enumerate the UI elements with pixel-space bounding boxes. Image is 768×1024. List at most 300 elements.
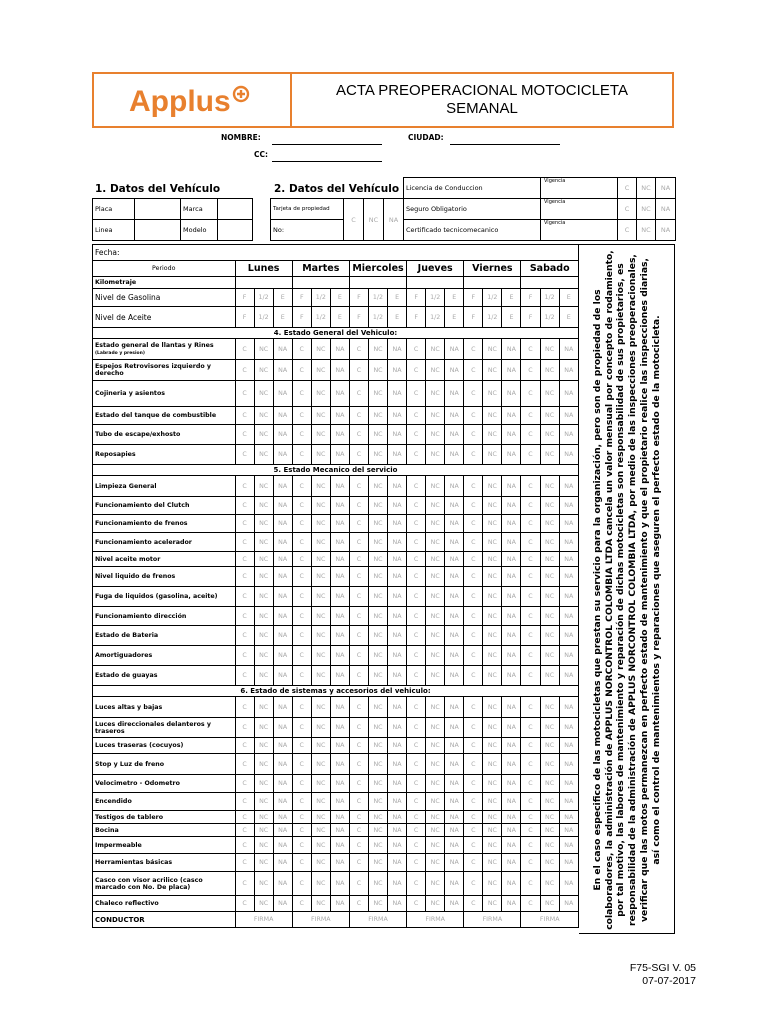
cnna-cell[interactable]: NC [426,381,445,407]
cnna-cell[interactable]: NA [388,607,407,626]
cnna-cell[interactable]: C [235,811,254,824]
cnna-cell[interactable]: NC [483,854,502,872]
cnna-cell[interactable]: NC [311,793,330,811]
cnna-cell[interactable]: C [349,793,368,811]
cnna-cell[interactable]: NA [388,646,407,666]
cnna-cell[interactable]: C [235,533,254,552]
cnna-cell[interactable]: NC [368,666,387,686]
tarjeta-nc[interactable]: NC [364,199,384,241]
cnna-cell[interactable]: NC [368,718,387,738]
cc-field[interactable] [272,161,382,162]
cnna-cell[interactable]: NC [426,407,445,425]
cnna-cell[interactable]: NC [254,666,273,686]
fna-cell[interactable]: F [292,307,311,328]
cnna-cell[interactable]: NA [502,738,521,754]
cnna-cell[interactable]: NA [559,476,578,497]
cnna-cell[interactable]: C [407,793,426,811]
cnna-cell[interactable]: NC [483,339,502,360]
cnna-cell[interactable]: NA [559,697,578,718]
fna-cell[interactable]: 1/2 [540,289,559,307]
modelo-value[interactable] [218,220,253,241]
cnna-cell[interactable]: NC [254,476,273,497]
cnna-cell[interactable]: NC [483,896,502,912]
cnna-cell[interactable]: NA [502,718,521,738]
cnna-cell[interactable]: C [521,626,540,646]
cnna-cell[interactable]: NA [445,607,464,626]
cnna-cell[interactable]: C [292,754,311,775]
cnna-cell[interactable]: C [235,738,254,754]
fna-cell[interactable]: E [559,307,578,328]
cnna-cell[interactable]: NA [330,754,349,775]
cnna-cell[interactable]: NA [445,533,464,552]
cnna-cell[interactable]: NA [445,824,464,837]
cnna-cell[interactable]: NA [502,646,521,666]
cnna-cell[interactable]: NC [426,445,445,465]
cnna-cell[interactable]: NA [445,425,464,445]
cnna-cell[interactable]: NC [254,697,273,718]
cnna-cell[interactable]: NC [483,775,502,793]
cnna-cell[interactable]: NC [311,854,330,872]
cnna-cell[interactable]: C [407,381,426,407]
cnna-cell[interactable]: NC [311,775,330,793]
cnna-cell[interactable]: C [407,872,426,896]
cnna-cell[interactable]: NA [273,793,292,811]
cnna-cell[interactable]: C [464,533,483,552]
cnna-cell[interactable]: C [521,738,540,754]
cnna-cell[interactable]: C [464,824,483,837]
cnna-cell[interactable]: NA [330,497,349,515]
cnna-cell[interactable]: NC [483,872,502,896]
cnna-cell[interactable]: NA [445,896,464,912]
firma-field[interactable]: FIRMA [521,912,579,928]
cnna-cell[interactable]: C [407,754,426,775]
cnna-cell[interactable]: C [292,587,311,607]
cnna-cell[interactable]: NA [559,811,578,824]
cnna-cell[interactable]: NC [483,425,502,445]
cnna-cell[interactable]: C [235,626,254,646]
cnna-cell[interactable]: NC [483,793,502,811]
cnna-cell[interactable]: NA [445,837,464,854]
cnna-cell[interactable]: NA [388,552,407,567]
cnna-cell[interactable]: NC [426,718,445,738]
cnna-cell[interactable]: NA [559,552,578,567]
cnna-cell[interactable]: NC [540,697,559,718]
cnna-cell[interactable]: C [521,666,540,686]
cnna-cell[interactable]: NA [445,381,464,407]
fna-cell[interactable]: F [292,289,311,307]
cnna-cell[interactable]: NC [426,872,445,896]
cnna-cell[interactable]: NC [254,587,273,607]
cnna-cell[interactable]: C [349,824,368,837]
cnna-cell[interactable]: NA [502,339,521,360]
cnna-cell[interactable]: NA [445,754,464,775]
cnna-cell[interactable]: NA [445,666,464,686]
cnna-cell[interactable]: NC [426,697,445,718]
cnna-cell[interactable]: NC [254,445,273,465]
cnna-cell[interactable]: NA [502,607,521,626]
cnna-cell[interactable]: NA [502,837,521,854]
cnna-cell[interactable]: NC [311,837,330,854]
cnna-cell[interactable]: C [464,445,483,465]
cnna-cell[interactable]: C [464,754,483,775]
cnna-cell[interactable]: NA [559,515,578,533]
cnna-cell[interactable]: NA [388,837,407,854]
cnna-cell[interactable]: C [349,552,368,567]
cnna-cell[interactable]: NC [426,666,445,686]
cnna-cell[interactable]: NC [311,872,330,896]
cnna-cell[interactable]: NA [330,407,349,425]
cnna-cell[interactable]: C [235,607,254,626]
cnna-cell[interactable]: NC [426,607,445,626]
cnna-cell[interactable]: NC [311,824,330,837]
cnna-cell[interactable]: NA [273,854,292,872]
cnna-cell[interactable]: NA [273,407,292,425]
cnna-cell[interactable]: NC [540,754,559,775]
cnna-cell[interactable]: C [521,896,540,912]
cnna-cell[interactable]: C [292,445,311,465]
cnna-cell[interactable]: C [464,697,483,718]
cnna-cell[interactable]: NA [273,896,292,912]
cnna-cell[interactable]: C [235,407,254,425]
cnna-cell[interactable]: NC [368,872,387,896]
cnna-cell[interactable]: C [292,824,311,837]
cnna-cell[interactable]: NA [445,854,464,872]
cnna-cell[interactable]: NC [540,515,559,533]
cnna-cell[interactable]: NA [559,381,578,407]
cnna-cell[interactable]: NA [445,587,464,607]
cnna-cell[interactable]: NA [388,339,407,360]
cnna-cell[interactable]: NA [559,445,578,465]
cnna-cell[interactable]: C [521,497,540,515]
cnna-cell[interactable]: NC [540,607,559,626]
cnna-cell[interactable]: C [349,811,368,824]
cnna-cell[interactable]: NC [483,811,502,824]
cnna-cell[interactable]: C [349,718,368,738]
cnna-cell[interactable]: C [349,476,368,497]
cnna-cell[interactable]: NA [559,775,578,793]
cnna-cell[interactable]: NC [368,626,387,646]
cnna-cell[interactable]: NA [330,552,349,567]
cnna-cell[interactable]: NA [273,445,292,465]
cnna-cell[interactable]: C [407,646,426,666]
cnna-cell[interactable]: C [407,567,426,587]
cnna-cell[interactable]: NC [254,872,273,896]
cnna-cell[interactable]: NC [483,607,502,626]
cnna-cell[interactable]: NA [559,587,578,607]
cnna-cell[interactable]: C [407,824,426,837]
cnna-cell[interactable]: NA [330,445,349,465]
cnna-cell[interactable]: NC [254,533,273,552]
cnna-cell[interactable]: C [349,445,368,465]
cnna-cell[interactable]: NC [254,552,273,567]
cnna-cell[interactable]: NA [330,360,349,381]
doc-c-check[interactable]: C [618,199,637,220]
cnna-cell[interactable]: NC [311,738,330,754]
cnna-cell[interactable]: C [521,381,540,407]
cnna-cell[interactable]: NC [540,854,559,872]
cnna-cell[interactable]: NC [426,754,445,775]
cnna-cell[interactable]: NA [330,339,349,360]
cnna-cell[interactable]: NA [388,407,407,425]
cnna-cell[interactable]: NC [311,607,330,626]
cnna-cell[interactable]: C [235,754,254,775]
cnna-cell[interactable]: NA [273,497,292,515]
cnna-cell[interactable]: NC [254,360,273,381]
cnna-cell[interactable]: NA [502,407,521,425]
cnna-cell[interactable]: NC [540,407,559,425]
cnna-cell[interactable]: NA [559,360,578,381]
cnna-cell[interactable]: NC [254,607,273,626]
cnna-cell[interactable]: C [235,824,254,837]
cnna-cell[interactable]: NA [445,407,464,425]
cnna-cell[interactable]: C [407,626,426,646]
cnna-cell[interactable]: NA [559,854,578,872]
cnna-cell[interactable]: C [235,666,254,686]
fna-cell[interactable]: E [273,307,292,328]
cnna-cell[interactable]: NC [254,754,273,775]
cnna-cell[interactable]: NC [483,697,502,718]
cnna-cell[interactable]: C [292,381,311,407]
cnna-cell[interactable]: NC [368,697,387,718]
cnna-cell[interactable]: C [464,775,483,793]
fna-cell[interactable]: F [235,289,254,307]
cnna-cell[interactable]: C [349,587,368,607]
cnna-cell[interactable]: NA [445,697,464,718]
cnna-cell[interactable]: C [235,445,254,465]
cnna-cell[interactable]: NA [273,607,292,626]
cnna-cell[interactable]: C [407,775,426,793]
cnna-cell[interactable]: NC [368,552,387,567]
cnna-cell[interactable]: NA [330,567,349,587]
cnna-cell[interactable]: NC [254,811,273,824]
cnna-cell[interactable]: NC [540,497,559,515]
cnna-cell[interactable]: C [464,793,483,811]
cnna-cell[interactable]: NA [273,476,292,497]
cnna-cell[interactable]: C [349,626,368,646]
cnna-cell[interactable]: C [464,872,483,896]
cnna-cell[interactable]: C [521,646,540,666]
fna-cell[interactable]: E [388,289,407,307]
cnna-cell[interactable]: NA [559,824,578,837]
cnna-cell[interactable]: NA [330,718,349,738]
cnna-cell[interactable]: NC [426,811,445,824]
cnna-cell[interactable]: C [292,476,311,497]
cnna-cell[interactable]: NA [330,896,349,912]
cnna-cell[interactable]: NC [368,360,387,381]
kilometraje-value[interactable] [349,277,406,289]
cnna-cell[interactable]: NA [559,626,578,646]
cnna-cell[interactable]: NA [273,775,292,793]
cnna-cell[interactable]: NC [483,497,502,515]
cnna-cell[interactable]: C [464,626,483,646]
cnna-cell[interactable]: NA [273,567,292,587]
cnna-cell[interactable]: NC [254,738,273,754]
fna-cell[interactable]: E [273,289,292,307]
doc-c-check[interactable]: C [618,178,637,199]
cnna-cell[interactable]: C [292,515,311,533]
cnna-cell[interactable]: C [235,854,254,872]
firma-field[interactable]: FIRMA [407,912,464,928]
cnna-cell[interactable]: NC [311,360,330,381]
kilometraje-value[interactable] [407,277,464,289]
cnna-cell[interactable]: NC [368,497,387,515]
cnna-cell[interactable]: NA [559,718,578,738]
fna-cell[interactable]: F [464,289,483,307]
cnna-cell[interactable]: C [292,497,311,515]
cnna-cell[interactable]: NC [540,587,559,607]
doc-nc-check[interactable]: NC [637,178,656,199]
cnna-cell[interactable]: NC [368,896,387,912]
cnna-cell[interactable]: C [521,837,540,854]
cnna-cell[interactable]: C [464,497,483,515]
cnna-cell[interactable]: NA [388,697,407,718]
doc-na-check[interactable]: NA [656,178,676,199]
cnna-cell[interactable]: C [407,587,426,607]
cnna-cell[interactable]: NA [388,626,407,646]
cnna-cell[interactable]: NC [426,552,445,567]
cnna-cell[interactable]: C [407,497,426,515]
cnna-cell[interactable]: C [292,697,311,718]
cnna-cell[interactable]: C [407,738,426,754]
cnna-cell[interactable]: NA [273,339,292,360]
cnna-cell[interactable]: C [349,497,368,515]
cnna-cell[interactable]: C [464,738,483,754]
firma-field[interactable]: FIRMA [349,912,406,928]
cnna-cell[interactable]: NA [388,381,407,407]
cnna-cell[interactable]: NC [311,718,330,738]
cnna-cell[interactable]: NC [368,775,387,793]
cnna-cell[interactable]: NC [368,837,387,854]
cnna-cell[interactable]: C [235,697,254,718]
cnna-cell[interactable]: NA [388,775,407,793]
firma-field[interactable]: FIRMA [292,912,349,928]
cnna-cell[interactable]: NC [311,476,330,497]
cnna-cell[interactable]: NC [311,381,330,407]
cnna-cell[interactable]: C [292,552,311,567]
cnna-cell[interactable]: NC [540,775,559,793]
cnna-cell[interactable]: C [407,533,426,552]
cnna-cell[interactable]: C [464,515,483,533]
cnna-cell[interactable]: NA [388,587,407,607]
fna-cell[interactable]: F [349,289,368,307]
cnna-cell[interactable]: NA [445,793,464,811]
vigencia-label[interactable]: Vigencia [541,199,618,220]
cnna-cell[interactable]: NC [483,533,502,552]
cnna-cell[interactable]: NA [330,666,349,686]
cnna-cell[interactable]: C [349,567,368,587]
fna-cell[interactable]: F [407,289,426,307]
cnna-cell[interactable]: C [521,533,540,552]
cnna-cell[interactable]: C [464,837,483,854]
cnna-cell[interactable]: NC [311,626,330,646]
cnna-cell[interactable]: NA [388,533,407,552]
cnna-cell[interactable]: C [292,360,311,381]
cnna-cell[interactable]: NA [388,793,407,811]
cnna-cell[interactable]: NC [483,666,502,686]
cnna-cell[interactable]: NA [502,793,521,811]
cnna-cell[interactable]: NC [368,824,387,837]
cnna-cell[interactable]: NC [368,425,387,445]
kilometraje-value[interactable] [521,277,579,289]
cnna-cell[interactable]: C [407,425,426,445]
cnna-cell[interactable]: C [349,607,368,626]
cnna-cell[interactable]: NC [483,476,502,497]
tarjeta-c[interactable]: C [344,199,364,241]
cnna-cell[interactable]: C [349,872,368,896]
cnna-cell[interactable]: C [521,697,540,718]
cnna-cell[interactable]: NC [483,552,502,567]
cnna-cell[interactable]: NA [502,666,521,686]
cnna-cell[interactable]: NA [330,775,349,793]
cnna-cell[interactable]: C [521,360,540,381]
cnna-cell[interactable]: NC [368,587,387,607]
cnna-cell[interactable]: NC [540,567,559,587]
cnna-cell[interactable]: NA [445,339,464,360]
cnna-cell[interactable]: NA [445,738,464,754]
fna-cell[interactable]: F [235,307,254,328]
doc-na-check[interactable]: NA [656,199,676,220]
cnna-cell[interactable]: C [464,407,483,425]
cnna-cell[interactable]: NA [330,381,349,407]
cnna-cell[interactable]: NC [368,476,387,497]
cnna-cell[interactable]: NA [502,754,521,775]
fna-cell[interactable]: E [445,307,464,328]
cnna-cell[interactable]: C [235,775,254,793]
cnna-cell[interactable]: C [235,837,254,854]
vigencia-label[interactable]: Vigencia [541,178,618,199]
cnna-cell[interactable]: C [521,718,540,738]
cnna-cell[interactable]: NC [426,837,445,854]
fna-cell[interactable]: 1/2 [368,307,387,328]
cnna-cell[interactable]: NA [502,515,521,533]
cnna-cell[interactable]: NA [273,626,292,646]
cnna-cell[interactable]: NA [273,697,292,718]
cnna-cell[interactable]: NC [368,381,387,407]
cnna-cell[interactable]: NA [502,872,521,896]
cnna-cell[interactable]: NA [330,854,349,872]
cnna-cell[interactable]: NC [540,896,559,912]
cnna-cell[interactable]: NA [273,515,292,533]
cnna-cell[interactable]: C [349,533,368,552]
cnna-cell[interactable]: C [407,607,426,626]
fna-cell[interactable]: 1/2 [311,307,330,328]
cnna-cell[interactable]: NA [502,552,521,567]
cnna-cell[interactable]: NA [330,793,349,811]
cnna-cell[interactable]: C [349,339,368,360]
tarjeta-na[interactable]: NA [384,199,404,241]
cnna-cell[interactable]: C [521,425,540,445]
cnna-cell[interactable]: NA [502,775,521,793]
cnna-cell[interactable]: C [464,476,483,497]
cnna-cell[interactable]: C [292,646,311,666]
cnna-cell[interactable]: NA [330,837,349,854]
cnna-cell[interactable]: NA [273,381,292,407]
cnna-cell[interactable]: NA [559,533,578,552]
cnna-cell[interactable]: NA [273,587,292,607]
cnna-cell[interactable]: NA [273,666,292,686]
cnna-cell[interactable]: NC [254,515,273,533]
cnna-cell[interactable]: C [521,407,540,425]
cnna-cell[interactable]: C [292,793,311,811]
cnna-cell[interactable]: NC [311,339,330,360]
cnna-cell[interactable]: NC [254,824,273,837]
cnna-cell[interactable]: NC [426,646,445,666]
cnna-cell[interactable]: C [464,339,483,360]
cnna-cell[interactable]: NC [426,497,445,515]
cnna-cell[interactable]: NC [483,515,502,533]
fecha-label[interactable]: Fecha: [93,245,579,261]
cnna-cell[interactable]: NA [559,339,578,360]
